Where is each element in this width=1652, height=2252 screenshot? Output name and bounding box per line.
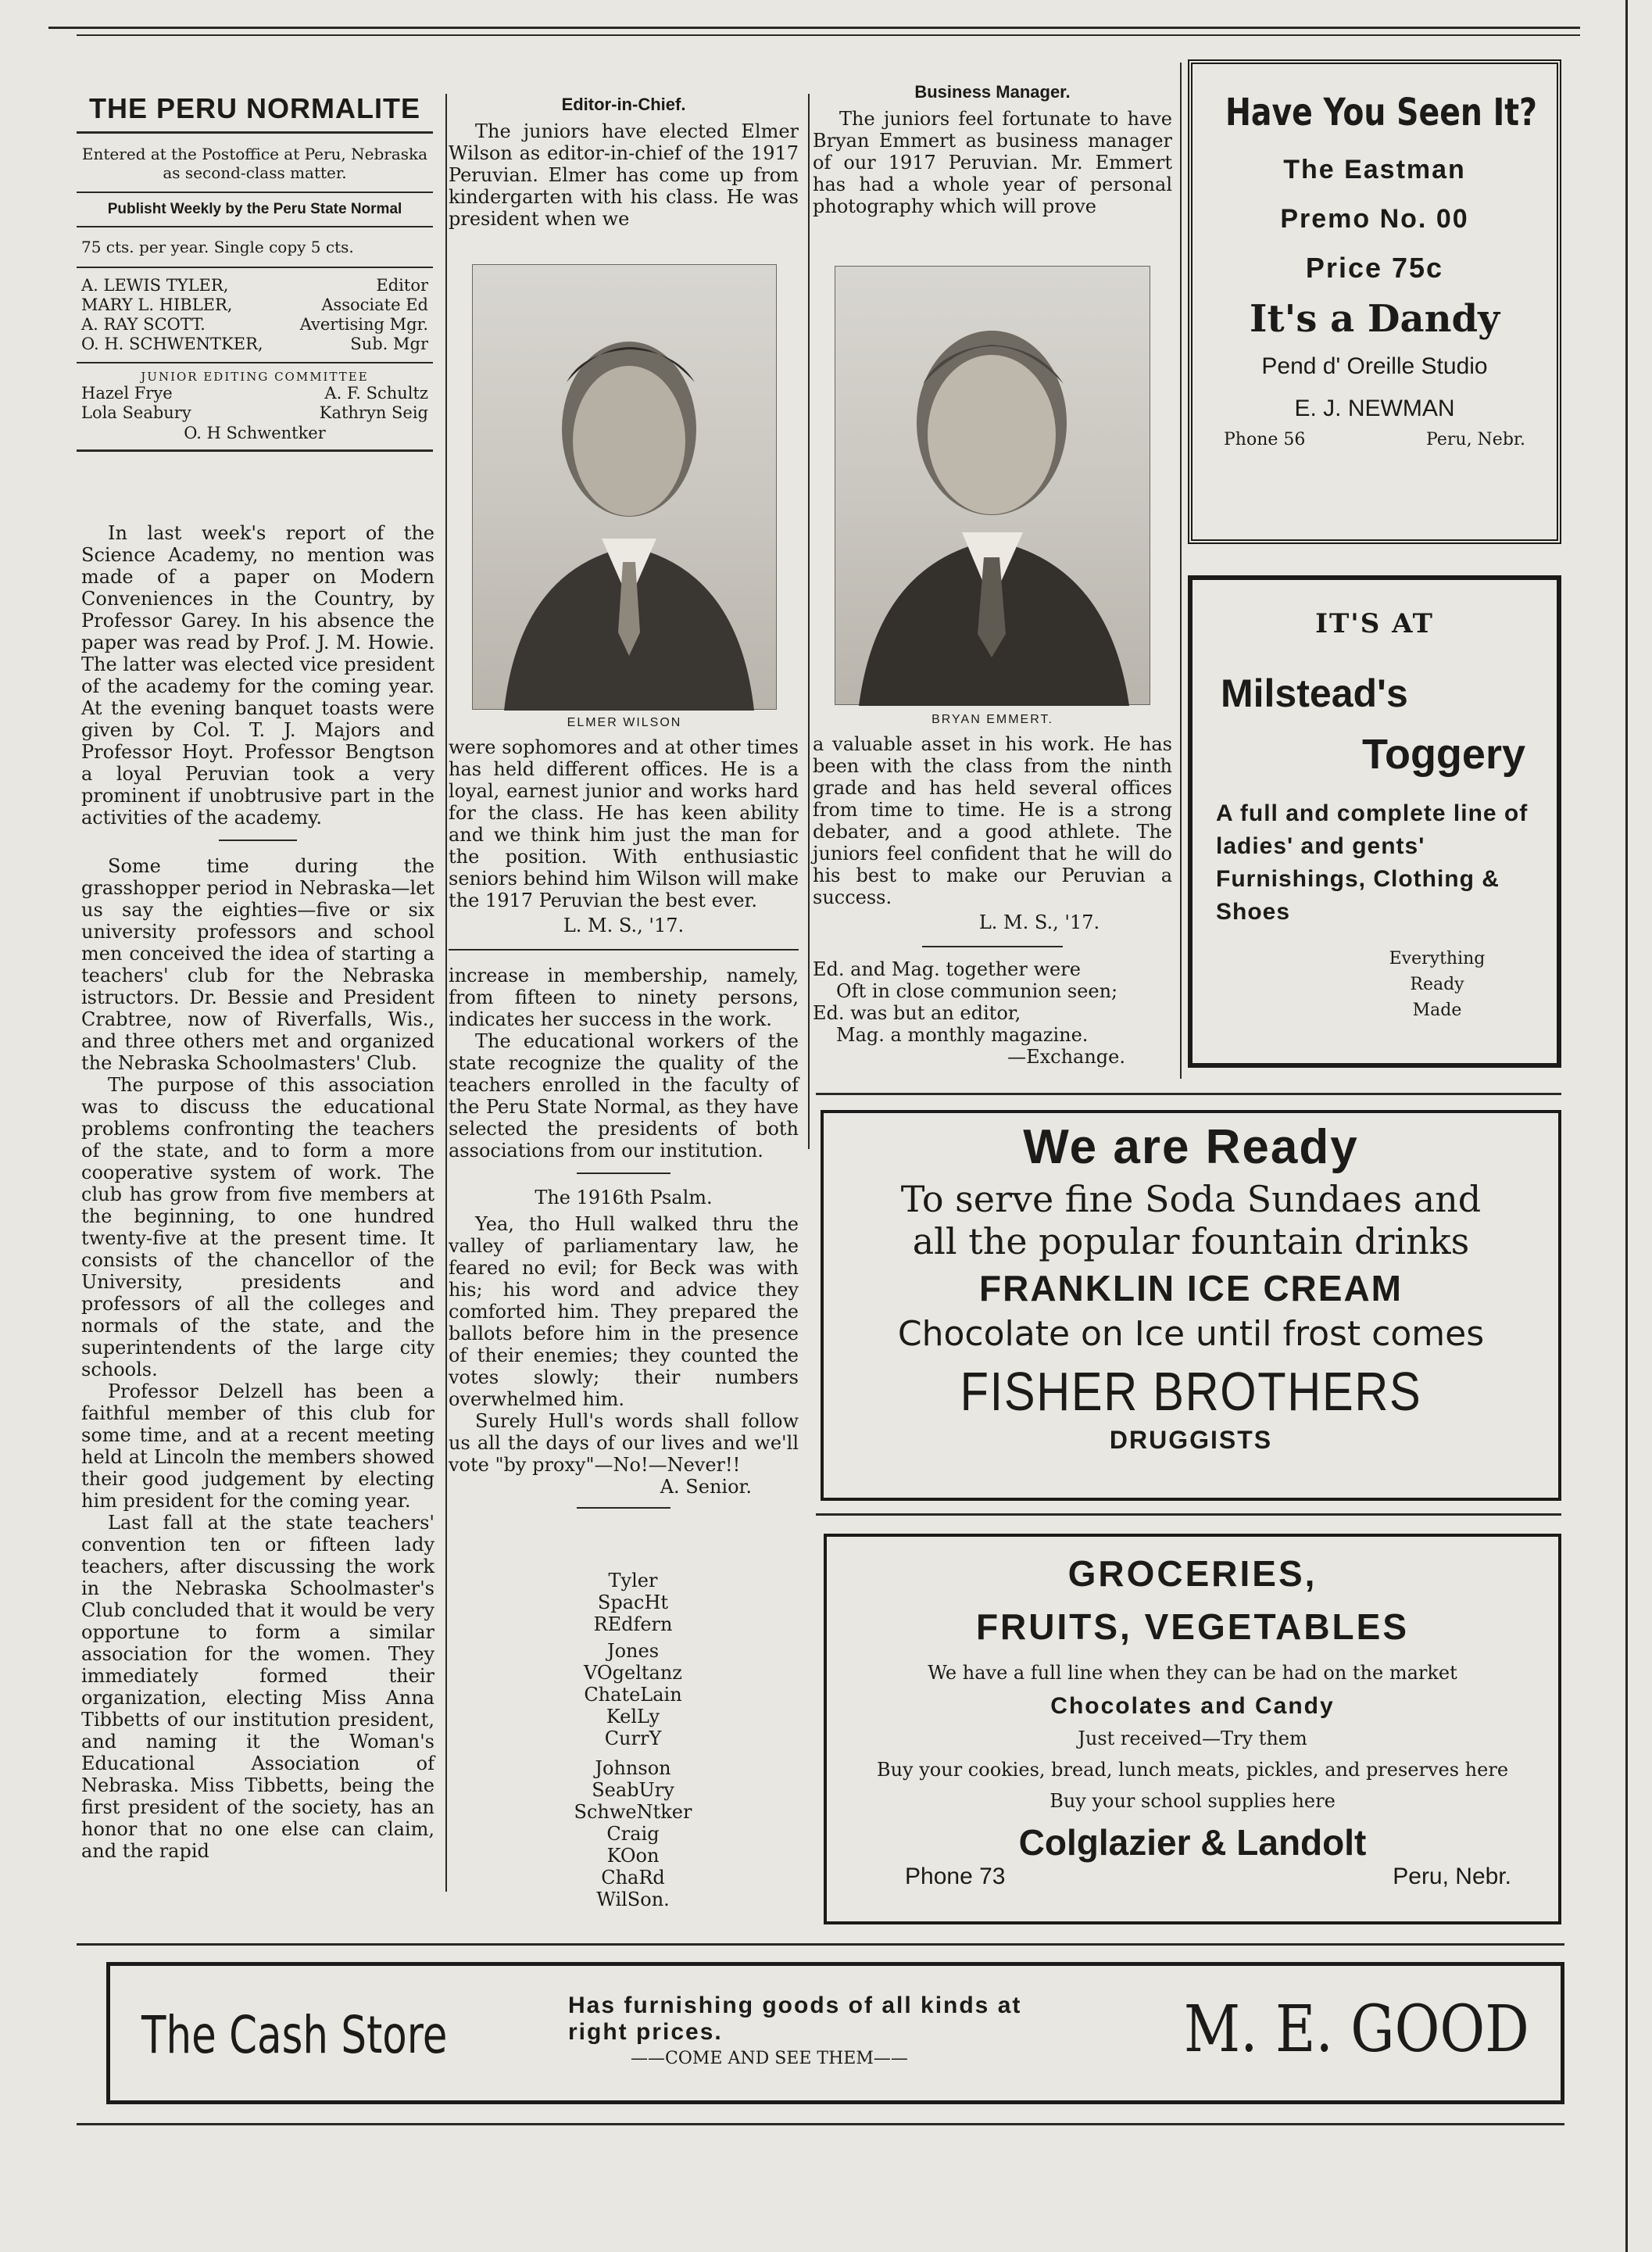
elmer-wilson-caption: ELMER WILSON	[567, 716, 682, 729]
masthead-rule-4	[77, 267, 433, 268]
ad-eastman-price: Price 75c	[1305, 252, 1444, 284]
acrostic-line: Tyler	[608, 1570, 658, 1591]
column-1-article	[81, 522, 434, 1862]
staff-row: A. LEWIS TYLER, Editor	[81, 276, 428, 295]
col-separator-1	[445, 94, 447, 1892]
psalm-paragraph: Yea, tho Hull walked thru the valley of parliamentary law, he feared no evil; for Beck was with his; his word and advice they comforted him. They prepared the ballots before him in the presence of their enemies; they counted the votes slowly; their numbers overwhelmed him.	[449, 1213, 799, 1410]
ad-eastman-dandy: It's a Dandy	[1250, 297, 1500, 341]
ad-groceries	[824, 1534, 1561, 1924]
editor-signature: L. M. S., '17.	[563, 915, 685, 936]
bryan-emmert-caption: BRYAN EMMERT.	[931, 713, 1053, 726]
committee-list	[77, 384, 433, 443]
ad-fisher-line1: To serve fine Soda Sundaes and	[900, 1178, 1482, 1220]
masthead-rule-3	[77, 226, 433, 227]
masthead-entered: Entered at the Postoffice at Peru, Nebraska as second-class matter.	[81, 145, 428, 182]
committee-row: Lola Seabury Kathryn Seig	[81, 403, 428, 422]
ad-milstead-intro: IT'S AT	[1315, 608, 1434, 639]
acrostic-line: CurrY	[604, 1727, 662, 1749]
ad-cash-mid2: right prices.	[568, 2019, 723, 2045]
ad-cash-middle	[568, 1992, 1240, 2068]
fisher-top-rule	[816, 1093, 1561, 1095]
ad-grocer-footer	[827, 1864, 1558, 1890]
editor-body: were sophomores and at other times has held different offices. He is a loyal, earnest junior and works hard for the class. He has keen ability and we think him just the man for the position. With enthusiastic seniors behind him Wilson will make the 1917 Peruvian the best ever.	[449, 736, 799, 911]
poem-line: Oft in close communion seen;	[836, 980, 1118, 1002]
short-divider	[577, 1507, 670, 1509]
ad-fisher	[821, 1110, 1561, 1501]
paragraph: The educational workers of the state recognize the quality of the teachers enrolled in the faculty of the Peru State Normal, as they have selected the presidents of both associations from our institution.	[449, 1030, 799, 1162]
column-3-body	[813, 733, 1172, 1068]
bryan-emmert-photo	[835, 266, 1150, 705]
ad-grocer-line4: Buy your cookies, bread, lunch meats, pickles, and preserves here	[876, 1759, 1509, 1781]
acrostic-line: VOgeltanz	[584, 1662, 682, 1684]
business-body: a valuable asset in his work. He has been with the class from the ninth grade and has held several offices from time to time. He is a strong debater, and a good athlete. The juniors feel confident that he will do his best to make our Peruvian a success.	[813, 733, 1172, 908]
ad-milstead-everything: Everything	[1389, 949, 1486, 968]
business-signature: L. M. S., '17.	[978, 911, 1100, 933]
ad-fisher-line2: all the popular fountain drinks	[912, 1220, 1470, 1262]
ad-eastman-owner: E. J. NEWMAN	[1294, 396, 1455, 421]
psalm-paragraph: Surely Hull's words shall follow us all the days of our lives and we'll vote "by proxy"—No!—Never!!	[449, 1410, 799, 1476]
ad-fisher-name: FISHER BROTHERS	[960, 1361, 1422, 1422]
committee-title: JUNIOR EDITING COMMITTEE	[141, 370, 369, 384]
paragraph: Last fall at the state teachers' convention ten or fifteen lady teachers, after discussing the work in the Nebraska Schoolmaster's Club concluded that it would be very opportune to form a similar association for the women. They immediately formed their organization, electing Miss Anna Tibbetts of our institution president, and naming it the Woman's Educational Association of Nebraska. Miss Tibbetts, being the first president of the society, has an honor that no one else can claim, and the rapid	[81, 1512, 434, 1862]
acrostic-line: KOon	[606, 1845, 660, 1867]
poem	[813, 958, 1172, 1068]
ad-milstead-desc: A full and complete line of ladies' and gents' Furnishings, Clothing & Shoes	[1216, 800, 1529, 925]
psalm-title: The 1916th Psalm.	[535, 1187, 713, 1208]
bottom-rule	[77, 1943, 1564, 1946]
acrostic	[547, 1570, 719, 1910]
committee-row: Hazel Frye A. F. Schultz	[81, 384, 428, 403]
top-rule	[48, 27, 1580, 29]
fisher-bottom-rule	[816, 1513, 1561, 1516]
elmer-wilson-photo	[472, 264, 777, 710]
col-separator-3	[1180, 63, 1182, 1079]
ad-grocer-line1: We have a full line when they can be had on the market	[928, 1662, 1457, 1684]
committee-last: O. H Schwentker	[184, 424, 326, 442]
ad-fisher-brand: FRANKLIN ICE CREAM	[979, 1268, 1403, 1309]
ad-eastman-town: Peru, Nebr.	[1426, 430, 1525, 449]
ad-grocer-headline-2: FRUITS, VEGETABLES	[975, 1606, 1410, 1647]
acrostic-line: Craig	[606, 1823, 660, 1845]
masthead-published: Publisht Weekly by the Peru State Normal	[107, 201, 402, 217]
ad-milstead	[1188, 575, 1561, 1068]
paragraph: The purpose of this association was to discuss the educational problems confronting the teachers of the state, and to form a more cooperative system of work. The club has grow from five members at the beginning, to one hundred twenty-five at the present time. It consists of the chancellor of the University, presidents and professors of all the colleges and normals of the state, and the superintendents of the large city schools.	[81, 1074, 434, 1380]
paragraph: In last week's report of the Science Academy, no mention was made of a paper on Modern Conveniences in the Country, by Professor Garey. In his absence the paper was read by Prof. J. M. Howie. The latter was elected vice president of the academy for the coming year. At the evening banquet toasts were given by Col. T. J. Majors and Professor Hoyt. Professor Bengtson a loyal Peruvian took a very prominent if unobtrusive part in the activities of the academy.	[81, 522, 434, 829]
ad-milstead-toggery: Toggery	[1361, 731, 1525, 778]
masthead-title: THE PERU NORMALITE	[88, 92, 420, 124]
acrostic-line: REdfern	[593, 1613, 673, 1635]
short-divider	[577, 1173, 670, 1174]
ad-cash-left: The Cash Store	[141, 2005, 448, 2065]
ad-eastman	[1188, 59, 1561, 544]
poem-credit: —Exchange.	[1007, 1046, 1125, 1068]
ad-fisher-chocolate: Chocolate on Ice until frost comes	[897, 1314, 1485, 1354]
ad-milstead-name: Milstead's	[1221, 671, 1408, 715]
ad-eastman-studio: Pend d' Oreille Studio	[1261, 353, 1488, 379]
ad-eastman-footer	[1193, 422, 1557, 449]
ad-fisher-druggists: DRUGGISTS	[1109, 1426, 1273, 1454]
ad-grocer-line5: Buy your school supplies here	[1049, 1790, 1336, 1812]
right-edge-rule	[1625, 0, 1628, 2252]
acrostic-line: SeabUry	[592, 1779, 674, 1801]
acrostic-line: ChateLain	[584, 1684, 682, 1706]
ad-cash-mid3: ——COME AND SEE THEM——	[631, 2049, 908, 2068]
column-2-top	[449, 94, 799, 230]
column-2-body	[449, 736, 799, 1509]
ad-milstead-ready: Ready	[1410, 975, 1464, 994]
ad-grocer-line3: Just received—Try them	[1078, 1727, 1307, 1749]
ad-cash-right: M. E. GOOD	[1184, 1992, 1529, 2067]
acrostic-line: KelLy	[606, 1706, 660, 1727]
staff-row: A. RAY SCOTT. Avertising Mgr.	[81, 315, 428, 334]
col-separator-2	[808, 94, 810, 1149]
editor-heading: Editor-in-Chief.	[561, 95, 686, 114]
acrostic-line: Johnson	[595, 1757, 671, 1779]
paragraph: Professor Delzell has been a faithful member of this club for some time, and at a recent meeting held at Lincoln the members showed their good judgement by electing him president for the coming year.	[81, 1380, 434, 1512]
staff-row: O. H. SCHWENTKER, Sub. Mgr	[81, 335, 428, 353]
short-divider	[922, 946, 1063, 947]
poem-line: Mag. a monthly magazine.	[836, 1024, 1089, 1046]
ad-fisher-headline: We are Ready	[1023, 1120, 1359, 1174]
ad-grocer-store: Colglazier & Landolt	[1018, 1822, 1367, 1863]
acrostic-line: Jones	[606, 1640, 660, 1662]
ad-milstead-made: Made	[1412, 1001, 1462, 1020]
ad-cash-mid1: Has furnishing goods of all kinds at	[568, 1992, 1022, 2018]
acrostic-line	[547, 1749, 719, 1757]
poem-line: Ed. was but an editor,	[813, 1002, 1021, 1024]
masthead-rule	[77, 131, 433, 134]
acrostic-line: SpacHt	[597, 1591, 669, 1613]
masthead-rule-2	[77, 192, 433, 193]
staff-list	[77, 276, 433, 354]
ad-eastman-brand: The Eastman	[1283, 155, 1466, 184]
short-divider	[219, 840, 297, 841]
masthead-price: 75 cts. per year. Single copy 5 cts.	[81, 238, 354, 256]
paragraph: Some time during the grasshopper period in Nebraska—let us say the eighties—five or six university professors and school men conceived the idea of starting a teachers' club for the Nebraska istructors. Dr. Bessie and President Crabtree, now of Riverfalls, Wis., and three others met and organized the Nebraska Schoolmasters' Club.	[81, 855, 434, 1074]
staff-row: MARY L. HIBLER, Associate Ed	[81, 295, 428, 314]
business-heading: Business Manager.	[914, 82, 1071, 102]
top-rule-2	[77, 34, 1580, 36]
ad-eastman-phone: Phone 56	[1224, 430, 1306, 449]
divider	[449, 949, 799, 951]
masthead-rule-6	[77, 449, 433, 452]
portrait-illustration	[835, 267, 1151, 706]
masthead	[77, 92, 433, 452]
portrait-illustration	[473, 265, 778, 711]
poem-line: Ed. and Mag. together were	[813, 958, 1081, 980]
editor-intro: The juniors have elected Elmer Wilson as editor-in-chief of the 1917 Peruvian. Elmer has come up from kindergarten with his class. He was president when we	[449, 120, 799, 230]
acrostic-line: ChaRd	[601, 1867, 665, 1889]
acrostic-line: SchweNtker	[574, 1801, 692, 1823]
ad-eastman-model: Premo No. 00	[1280, 204, 1469, 234]
acrostic-line: WilSon.	[596, 1889, 670, 1910]
ad-cash-store	[106, 1962, 1564, 2104]
business-intro: The juniors feel fortunate to have Bryan Emmert as business manager of our 1917 Peruvian. Mr. Emmert has had a whole year of personal photography which will prove	[813, 108, 1172, 217]
ad-grocer-town: Peru, Nebr.	[1393, 1864, 1511, 1889]
continued-text: increase in membership, namely, from fifteen to ninety persons, indicates her success in the work.	[449, 965, 799, 1030]
ad-grocer-headline: GROCERIES,	[1067, 1553, 1318, 1594]
ad-grocer-line2: Chocolates and Candy	[1050, 1693, 1335, 1719]
ad-eastman-headline: Have You Seen It?	[1225, 91, 1537, 134]
masthead-rule-5	[77, 362, 433, 363]
column-3-top	[813, 81, 1172, 217]
psalm-signature: A. Senior.	[660, 1476, 752, 1498]
bottom-rule-2	[77, 2123, 1564, 2125]
ad-grocer-phone: Phone 73	[905, 1864, 1006, 1889]
